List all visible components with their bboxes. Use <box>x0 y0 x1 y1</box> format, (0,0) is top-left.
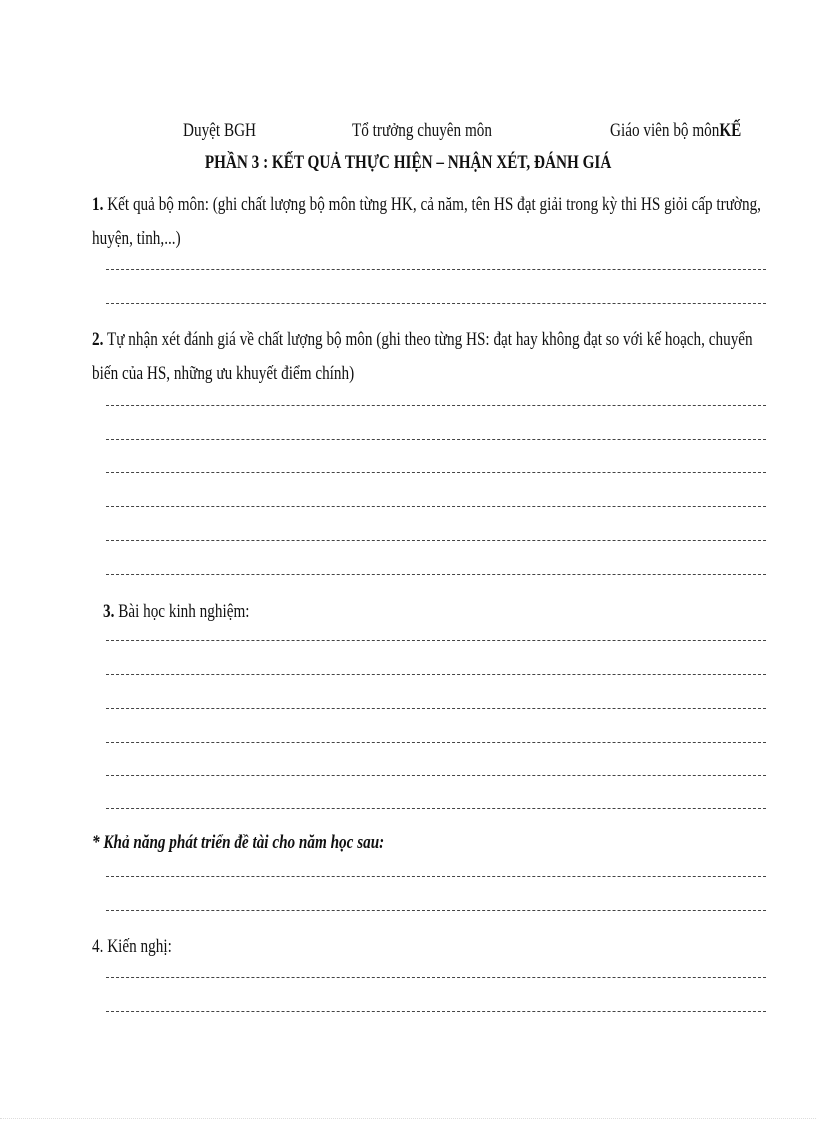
section-1 <box>92 188 816 256</box>
answer-line[interactable] <box>106 439 766 440</box>
answer-line[interactable] <box>106 977 766 978</box>
section-3-heading: Bài học kinh nghiệm: <box>118 601 250 622</box>
section-1-number: 1. <box>92 194 104 215</box>
section-1-heading: Kết quả bộ môn: <box>107 194 209 215</box>
answer-line[interactable] <box>106 674 766 675</box>
section-1-note-cont: huyện, tỉnh,...) <box>92 228 181 249</box>
section-2-note: (ghi theo từng HS: đạt hay không đạt so với kế hoạch, chuyển <box>376 329 753 350</box>
answer-line[interactable] <box>106 876 766 877</box>
signature-teacher-suffix: KẾ <box>719 120 742 141</box>
answer-line[interactable] <box>106 540 766 541</box>
section-1-note: (ghi chất lượng bộ môn từng HK, cả năm, tên HS đạt giải trong kỳ thi HS giỏi cấp trường, <box>212 194 761 215</box>
signature-label-teacher <box>610 120 774 142</box>
signature-label-bgh: Duyệt BGH <box>183 120 257 141</box>
page-bottom-divider <box>0 1118 816 1119</box>
section-2-heading: Tự nhận xét đánh giá về chất lượng bộ môn <box>106 329 373 350</box>
section-development-heading: * Khả năng phát triển đề tài cho năm học sau: <box>92 832 385 853</box>
answer-line[interactable] <box>106 708 766 709</box>
answer-line[interactable] <box>106 472 766 473</box>
signature-label-team-leader: Tổ trưởng chuyên môn <box>352 120 492 141</box>
answer-line[interactable] <box>106 405 766 406</box>
section-2-number: 2. <box>92 329 104 350</box>
answer-line[interactable] <box>106 742 766 743</box>
section-3 <box>103 595 286 629</box>
signature-teacher-text: Giáo viên bộ môn <box>610 120 720 141</box>
page-title: PHẦN 3 : KẾT QUẢ THỰC HIỆN – NHẬN XÉT, ĐÁNH GIÁ <box>204 152 612 173</box>
answer-line[interactable] <box>106 808 766 809</box>
answer-line[interactable] <box>106 640 766 641</box>
section-4-heading: Kiến nghị: <box>107 936 172 957</box>
section-2-note-cont: biến của HS, những ưu khuyết điểm chính) <box>92 363 355 384</box>
answer-line[interactable] <box>106 574 766 575</box>
section-2 <box>92 323 816 391</box>
answer-line[interactable] <box>106 506 766 507</box>
answer-line[interactable] <box>106 269 766 270</box>
answer-line[interactable] <box>106 775 766 776</box>
section-4-number: 4. <box>92 936 104 957</box>
answer-line[interactable] <box>106 1011 766 1012</box>
section-3-number: 3. <box>103 601 115 622</box>
section-development <box>92 826 457 860</box>
section-4 <box>92 930 192 964</box>
answer-line[interactable] <box>106 303 766 304</box>
answer-line[interactable] <box>106 910 766 911</box>
